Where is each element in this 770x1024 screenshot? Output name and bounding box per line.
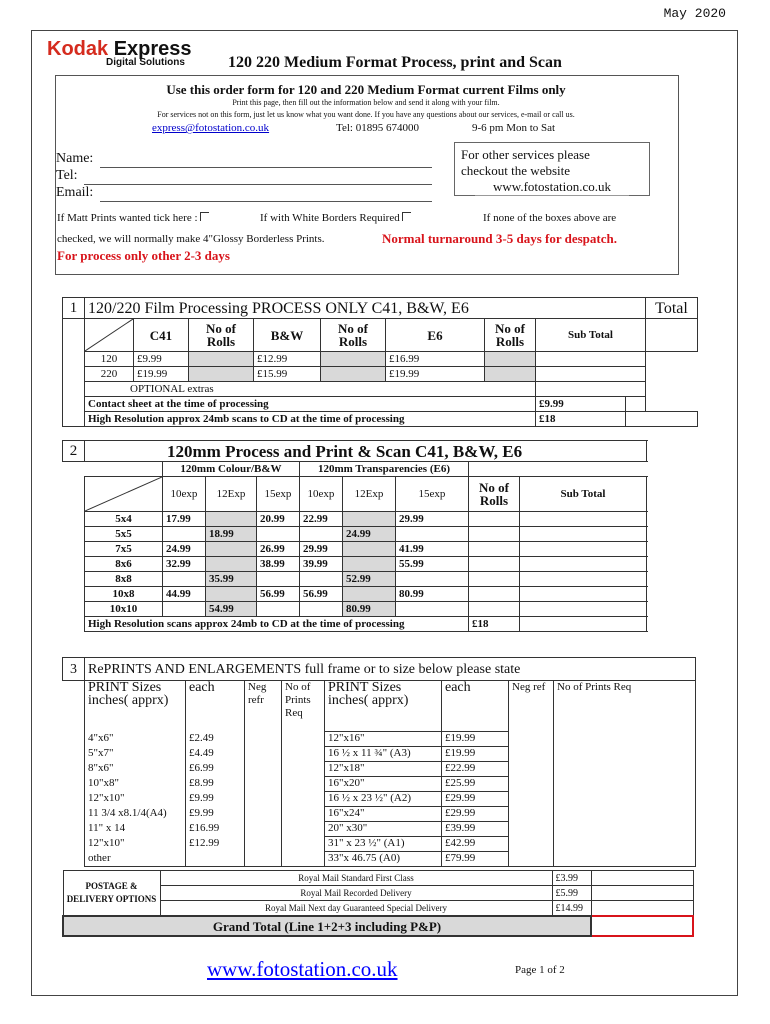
- print-price: £19.99: [442, 746, 509, 761]
- section1-title: 120/220 Film Processing PROCESS ONLY C41, B&W, E6: [85, 298, 646, 319]
- neg-ref-header: Neg refr: [245, 681, 282, 732]
- prints-req-input[interactable]: [282, 851, 325, 866]
- subtotal-header: Sub Total: [520, 477, 647, 512]
- print-size: 16 ½ x 23 ½" (A2): [325, 791, 442, 806]
- prints-req-input[interactable]: [554, 851, 696, 866]
- neg-ref-input[interactable]: [245, 791, 282, 806]
- opening-hours: 9-6 pm Mon to Sat: [472, 122, 556, 134]
- col-header: 15exp: [257, 477, 300, 512]
- grand-total-field[interactable]: [591, 916, 693, 936]
- neg-ref-input[interactable]: [245, 761, 282, 776]
- neg-ref-input[interactable]: [245, 851, 282, 866]
- price-cell: 41.99: [396, 542, 469, 557]
- prints-req-input[interactable]: [554, 821, 696, 836]
- postage-select[interactable]: [591, 871, 693, 886]
- price-cell: £9.99: [134, 352, 189, 367]
- rolls-input[interactable]: [469, 587, 520, 602]
- price-cell: 35.99: [206, 572, 257, 587]
- contact-email-link[interactable]: express@fotostation.co.uk: [152, 122, 270, 134]
- tel-label: Tel:: [56, 168, 78, 183]
- price-cell: [396, 527, 469, 542]
- table-row: [63, 821, 696, 836]
- price-cell: 18.99: [206, 527, 257, 542]
- subtotal-cell[interactable]: [520, 587, 647, 602]
- print-size: 11 3/4 x8.1/4(A4): [85, 806, 186, 821]
- hires-scan-subtotal[interactable]: [626, 412, 698, 427]
- table-row: [63, 761, 696, 776]
- price-cell: [206, 512, 257, 527]
- table-row: [63, 527, 699, 542]
- table-row: [63, 572, 699, 587]
- name-label: Name:: [56, 151, 94, 166]
- neg-ref-input[interactable]: [509, 821, 554, 836]
- neg-ref-input[interactable]: [245, 836, 282, 851]
- print-size: 7x5: [85, 542, 163, 557]
- price-cell: 55.99: [396, 557, 469, 572]
- price-cell: 24.99: [163, 542, 206, 557]
- price-cell: 17.99: [163, 512, 206, 527]
- neg-ref-input[interactable]: [509, 791, 554, 806]
- print-size: 5x4: [85, 512, 163, 527]
- price-cell: 56.99: [257, 587, 300, 602]
- contact-telephone: Tel: 01895 674000: [336, 122, 419, 134]
- price-cell: 38.99: [257, 557, 300, 572]
- rolls-header: No of Rolls: [469, 477, 520, 512]
- price-cell: 20.99: [257, 512, 300, 527]
- table-row: [63, 557, 699, 572]
- price-cell: 29.99: [300, 542, 343, 557]
- tel-field[interactable]: [84, 183, 432, 185]
- rolls-input[interactable]: [189, 367, 254, 382]
- postage-select[interactable]: [591, 901, 693, 917]
- print-price: £6.99: [186, 761, 245, 776]
- section2-number: 2: [63, 441, 85, 462]
- price-cell: 26.99: [257, 542, 300, 557]
- none-checked-note: If none of the boxes above are: [483, 212, 617, 224]
- print-size: 5"x7": [85, 746, 186, 761]
- website-info-url[interactable]: www.fotostation.co.uk: [475, 179, 629, 196]
- contact-sheet-price: £9.99: [536, 397, 626, 412]
- print-price: £2.49: [186, 731, 245, 746]
- contact-sheet-label: Contact sheet at the time of processing: [85, 397, 536, 412]
- price-cell: 39.99: [300, 557, 343, 572]
- each-header-right: each: [442, 681, 509, 732]
- footer-website-link[interactable]: www.fotostation.co.uk: [207, 957, 398, 981]
- print-size: 5x5: [85, 527, 163, 542]
- print-price: £79.99: [442, 851, 509, 866]
- price-cell: £16.99: [386, 352, 485, 367]
- rolls-input[interactable]: [469, 527, 520, 542]
- website-info-line2: checkout the website: [461, 163, 571, 178]
- intro-heading: Use this order form for 120 and 220 Medium Format current Films only: [166, 82, 566, 97]
- print-price: £16.99: [186, 821, 245, 836]
- price-cell: £19.99: [386, 367, 485, 382]
- neg-ref-input[interactable]: [245, 776, 282, 791]
- table-row: [63, 602, 699, 617]
- film-size: 220: [85, 367, 134, 382]
- bw-rolls-header: No of Rolls: [321, 319, 386, 352]
- intro-instructions: Print this page, then fill out the information below and send it along with your film.: [232, 98, 500, 107]
- default-prints-note: checked, we will normally make 4"Glossy Borderless Prints.: [57, 233, 325, 245]
- prints-req-input[interactable]: [282, 836, 325, 851]
- table-row: [63, 731, 696, 746]
- turnaround-note: Normal turnaround 3-5 days for despatch.: [382, 231, 617, 246]
- print-sizes-header: PRINT Sizes inches( apprx): [85, 681, 186, 732]
- diagonal-corner-cell: [85, 319, 134, 352]
- table-row: [63, 542, 699, 557]
- price-cell: [343, 557, 396, 572]
- print-size: 12"x18": [325, 761, 442, 776]
- subtotal-cell[interactable]: [520, 512, 647, 527]
- page-number: Page 1 of 2: [515, 964, 565, 976]
- rolls-input[interactable]: [485, 367, 536, 382]
- price-cell: 56.99: [300, 587, 343, 602]
- col-header: 15exp: [396, 477, 469, 512]
- prints-req-input[interactable]: [282, 746, 325, 761]
- print-price: £4.49: [186, 746, 245, 761]
- price-cell: [206, 587, 257, 602]
- prints-req-input[interactable]: [282, 821, 325, 836]
- subtotal-cell[interactable]: [520, 572, 647, 587]
- price-cell: [163, 527, 206, 542]
- print-size: 4"x6": [85, 731, 186, 746]
- prints-req-input[interactable]: [554, 746, 696, 761]
- price-cell: [300, 572, 343, 587]
- print-size: 33"x 46.75 (A0): [325, 851, 442, 866]
- rolls-input[interactable]: [469, 542, 520, 557]
- table-row: [63, 512, 699, 527]
- rolls-input[interactable]: [469, 602, 520, 617]
- transparencies-group-header: 120mm Transparencies (E6): [300, 462, 469, 477]
- postage-label: POSTAGE & DELIVERY OPTIONS: [63, 871, 160, 917]
- price-cell: 80.99: [396, 587, 469, 602]
- logo-subtitle: Digital Solutions: [106, 57, 185, 68]
- hires-scan-label: High Resolution scans approx 24mb to CD at the time of processing: [85, 617, 469, 632]
- price-cell: £15.99: [254, 367, 321, 382]
- print-size: 12"x10": [85, 836, 186, 851]
- print-price: £22.99: [442, 761, 509, 776]
- price-cell: 54.99: [206, 602, 257, 617]
- price-cell: 22.99: [300, 512, 343, 527]
- subtotal-cell[interactable]: [520, 542, 647, 557]
- print-price: £42.99: [442, 836, 509, 851]
- process-only-note: For process only other 2-3 days: [57, 248, 230, 263]
- table-row: [63, 836, 696, 851]
- print-size: 12"x16": [325, 731, 442, 746]
- neg-ref-input[interactable]: [245, 806, 282, 821]
- table-row: [63, 746, 696, 761]
- print-price: £12.99: [186, 836, 245, 851]
- postage-table: [62, 870, 694, 937]
- neg-ref-input[interactable]: [509, 731, 554, 746]
- prints-req-input[interactable]: [282, 761, 325, 776]
- print-price: £29.99: [442, 806, 509, 821]
- hires-scan-price: £18: [469, 617, 520, 632]
- rolls-input[interactable]: [321, 352, 386, 367]
- rolls-input[interactable]: [469, 557, 520, 572]
- print-size: 8x8: [85, 572, 163, 587]
- bw-header: B&W: [254, 319, 321, 352]
- table-row: [63, 352, 698, 367]
- price-cell: [206, 557, 257, 572]
- optional-extras-label: OPTIONAL extras: [85, 382, 536, 397]
- price-cell: [206, 542, 257, 557]
- prints-req-input[interactable]: [282, 806, 325, 821]
- section1-total-header: Total: [646, 298, 698, 319]
- print-size: 31" x 23 ½" (A1): [325, 836, 442, 851]
- e6-rolls-header: No of Rolls: [485, 319, 536, 352]
- col-header: 10exp: [300, 477, 343, 512]
- matt-prints-option: If Matt Prints wanted tick here :: [57, 212, 211, 224]
- subtotal-header: Sub Total: [536, 319, 646, 352]
- print-size: 8"x6": [85, 761, 186, 776]
- table-row: [63, 367, 698, 382]
- rolls-input[interactable]: [485, 352, 536, 367]
- neg-ref-input[interactable]: [509, 806, 554, 821]
- postage-price: £14.99: [552, 901, 591, 917]
- neg-ref-input[interactable]: [245, 821, 282, 836]
- price-cell: 44.99: [163, 587, 206, 602]
- white-borders-checkbox[interactable]: [402, 212, 411, 221]
- section2-process-print-scan-table: [62, 440, 698, 632]
- matt-prints-checkbox[interactable]: [200, 212, 209, 221]
- price-cell: [163, 572, 206, 587]
- col-header: 10exp: [163, 477, 206, 512]
- postage-price: £5.99: [552, 886, 591, 901]
- col-header: 12Exp: [206, 477, 257, 512]
- prints-req-input[interactable]: [282, 776, 325, 791]
- table-row: [63, 587, 699, 602]
- hires-scan-subtotal[interactable]: [520, 617, 647, 632]
- email-label: Email:: [56, 185, 94, 200]
- postage-option: Royal Mail Standard First Class: [160, 871, 552, 886]
- price-cell: [257, 527, 300, 542]
- price-cell: [396, 602, 469, 617]
- price-cell: £12.99: [254, 352, 321, 367]
- diagonal-corner-cell: [85, 477, 163, 512]
- price-cell: 24.99: [343, 527, 396, 542]
- prints-req-input[interactable]: [554, 806, 696, 821]
- prints-req-header: No of Prints Req: [282, 681, 325, 732]
- print-size: 8x6: [85, 557, 163, 572]
- form-title: 120 220 Medium Format Process, print and Scan: [228, 54, 562, 71]
- price-cell: £19.99: [134, 367, 189, 382]
- neg-ref-input[interactable]: [245, 746, 282, 761]
- colour-bw-group-header: 120mm Colour/B&W: [163, 462, 300, 477]
- postage-price: £3.99: [552, 871, 591, 886]
- postage-option: Royal Mail Recorded Delivery: [160, 886, 552, 901]
- print-price: £9.99: [186, 806, 245, 821]
- rolls-input[interactable]: [469, 512, 520, 527]
- neg-ref-header-right: Neg ref: [509, 681, 554, 732]
- price-cell: [257, 572, 300, 587]
- price-cell: 80.99: [343, 602, 396, 617]
- price-cell: [300, 527, 343, 542]
- e6-header: E6: [386, 319, 485, 352]
- white-borders-option: If with White Borders Required: [260, 212, 413, 224]
- kodak-express-logo: Kodak Express: [47, 38, 192, 60]
- table-row: [63, 851, 696, 866]
- neg-ref-input[interactable]: [509, 746, 554, 761]
- postage-select[interactable]: [591, 886, 693, 901]
- price-cell: [300, 602, 343, 617]
- print-sizes-header-right: PRINT Sizes inches( apprx): [325, 681, 442, 732]
- neg-ref-input[interactable]: [509, 761, 554, 776]
- prints-req-input[interactable]: [554, 776, 696, 791]
- col-header: 12Exp: [343, 477, 396, 512]
- website-info-box: [454, 142, 650, 196]
- price-cell: [343, 587, 396, 602]
- print-size: 10x10: [85, 602, 163, 617]
- print-size: 20" x30": [325, 821, 442, 836]
- hires-scan-label: High Resolution approx 24mb scans to CD at the time of processing: [85, 412, 536, 427]
- c41-rolls-header: No of Rolls: [189, 319, 254, 352]
- postage-option: Royal Mail Next day Guaranteed Special Delivery: [160, 901, 552, 917]
- table-row: [63, 806, 696, 821]
- price-cell: [343, 512, 396, 527]
- print-price: £25.99: [442, 776, 509, 791]
- section2-title: 120mm Process and Print & Scan C41, B&W, E6: [85, 441, 647, 462]
- print-price: £19.99: [442, 731, 509, 746]
- email-field[interactable]: [100, 200, 432, 202]
- prints-req-input[interactable]: [554, 731, 696, 746]
- print-price: £29.99: [442, 791, 509, 806]
- print-size: 16"x24": [325, 806, 442, 821]
- prints-req-input[interactable]: [554, 791, 696, 806]
- name-field[interactable]: [100, 166, 432, 168]
- prints-req-input[interactable]: [282, 731, 325, 746]
- price-cell: [163, 602, 206, 617]
- print-size: 10x8: [85, 587, 163, 602]
- price-cell: [343, 542, 396, 557]
- document-date: May 2020: [663, 6, 726, 21]
- rolls-input[interactable]: [321, 367, 386, 382]
- neg-ref-input[interactable]: [509, 776, 554, 791]
- section1-film-processing-table: [62, 297, 698, 427]
- print-size: other: [85, 851, 186, 866]
- subtotal-cell[interactable]: [520, 557, 647, 572]
- neg-ref-input[interactable]: [509, 851, 554, 866]
- price-cell: 29.99: [396, 512, 469, 527]
- print-price: £39.99: [442, 821, 509, 836]
- prints-req-input[interactable]: [554, 761, 696, 776]
- rolls-input[interactable]: [189, 352, 254, 367]
- prints-req-input[interactable]: [282, 791, 325, 806]
- neg-ref-input[interactable]: [509, 836, 554, 851]
- film-size: 120: [85, 352, 134, 367]
- print-size: 16 ½ x 11 ¾" (A3): [325, 746, 442, 761]
- price-cell: 32.99: [163, 557, 206, 572]
- print-size: 16"x20": [325, 776, 442, 791]
- each-header: each: [186, 681, 245, 732]
- prints-req-input[interactable]: [554, 836, 696, 851]
- section3-title: RePRINTS AND ENLARGEMENTS full frame or to size below please state: [85, 658, 696, 681]
- subtotal-cell[interactable]: [536, 367, 646, 382]
- table-row: [63, 776, 696, 791]
- price-cell: [396, 572, 469, 587]
- print-price: [186, 851, 245, 866]
- contact-sheet-subtotal[interactable]: [626, 397, 646, 412]
- print-size: 11" x 14: [85, 821, 186, 836]
- hires-scan-price: £18: [536, 412, 626, 427]
- section3-reprints-table: [62, 657, 696, 867]
- print-price: £8.99: [186, 776, 245, 791]
- prints-req-header-right: No of Prints Req: [554, 681, 696, 732]
- print-size: 10"x8": [85, 776, 186, 791]
- rolls-input[interactable]: [469, 572, 520, 587]
- intro-services: For services not on this form, just let us know what you want done. If you have any questions about our services, e-mail or call us.: [157, 110, 575, 119]
- price-cell: 52.99: [343, 572, 396, 587]
- website-info-line1: For other services please: [461, 147, 590, 162]
- grand-total-label: Grand Total (Line 1+2+3 including P&P): [63, 916, 591, 936]
- print-price: £9.99: [186, 791, 245, 806]
- neg-ref-input[interactable]: [245, 731, 282, 746]
- section1-number: 1: [63, 298, 85, 319]
- table-row: [63, 791, 696, 806]
- print-size: 12"x10": [85, 791, 186, 806]
- section3-number: 3: [63, 658, 85, 681]
- c41-header: C41: [134, 319, 189, 352]
- subtotal-cell[interactable]: [520, 527, 647, 542]
- subtotal-cell[interactable]: [520, 602, 647, 617]
- subtotal-cell[interactable]: [536, 352, 646, 367]
- price-cell: [257, 602, 300, 617]
